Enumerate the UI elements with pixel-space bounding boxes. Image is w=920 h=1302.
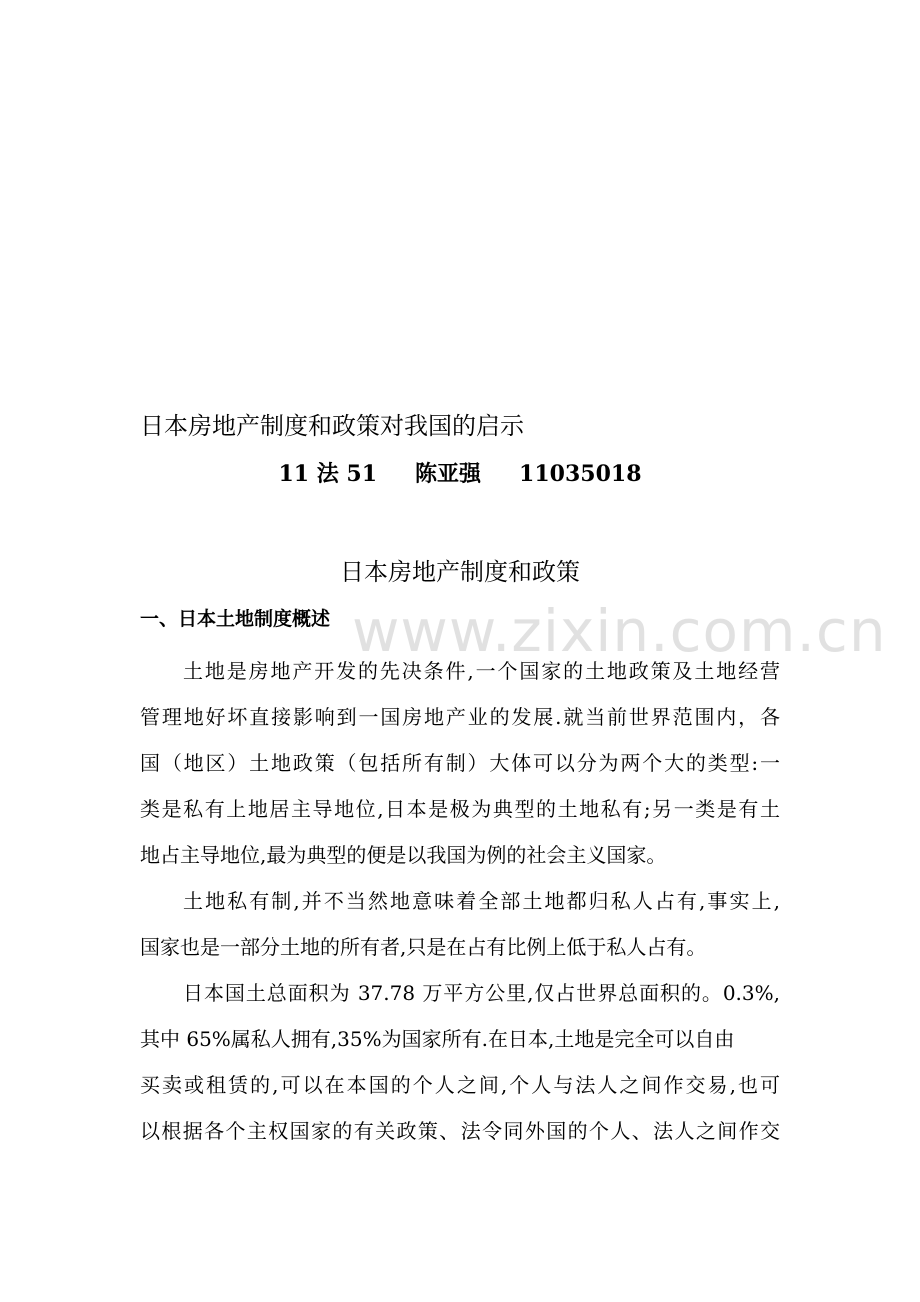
watermark-text: www.zixin.com.cn: [352, 597, 887, 665]
paragraph-line: 类是私有上地居主导地位,日本是极为典型的土地私有;另一类是有土: [140, 797, 780, 821]
paragraph-line: 其中 65%属私人拥有,35%为国家所有.在日本,土地是完全可以自由: [140, 1027, 735, 1051]
subsection-title: 一、日本土地制度概述: [140, 608, 331, 630]
author-name: 陈亚强: [415, 461, 482, 487]
paragraph-line: 管理地好坏直接影响到一国房地产业的发展.就当前世界范围内，各: [140, 705, 780, 729]
paragraph-line: 土地私有制,并不当然地意味着全部土地都归私人占有,事实上,: [183, 889, 780, 913]
paragraph-line: 土地是房地产开发的先决条件,一个国家的土地政策及土地经营: [183, 659, 780, 683]
paragraph-line: 日本国土总面积为 37.78 万平方公里,仅占世界总面积的。0.3%,: [183, 981, 780, 1005]
author-class: 11 法 51: [278, 461, 378, 487]
paragraph-line: 以根据各个主权国家的有关政策、法令同外国的个人、法人之间作交: [140, 1119, 780, 1143]
paragraph-1: [140, 648, 780, 878]
body-text: [140, 648, 780, 1154]
document-title: 日本房地产制度和政策对我国的启示: [140, 412, 524, 440]
paragraph-line: 国家也是一部分土地的所有者,只是在占有比例上低于私人占有。: [140, 935, 707, 959]
author-student-id: 11035018: [519, 461, 642, 487]
author-line: [0, 456, 920, 492]
paragraph-line: 地占主导地位,最为典型的便是以我国为例的社会主义国家。: [140, 843, 667, 867]
paragraph-line: 买卖或租赁的,可以在本国的个人之间,个人与法人之间作交易,也可: [140, 1073, 780, 1097]
paragraph-2: [140, 878, 780, 970]
paragraph-3: [140, 970, 780, 1154]
section-title: 日本房地产制度和政策: [340, 558, 580, 586]
paragraph-line: 国（地区）土地政策（包括所有制）大体可以分为两个大的类型:一: [140, 751, 780, 775]
